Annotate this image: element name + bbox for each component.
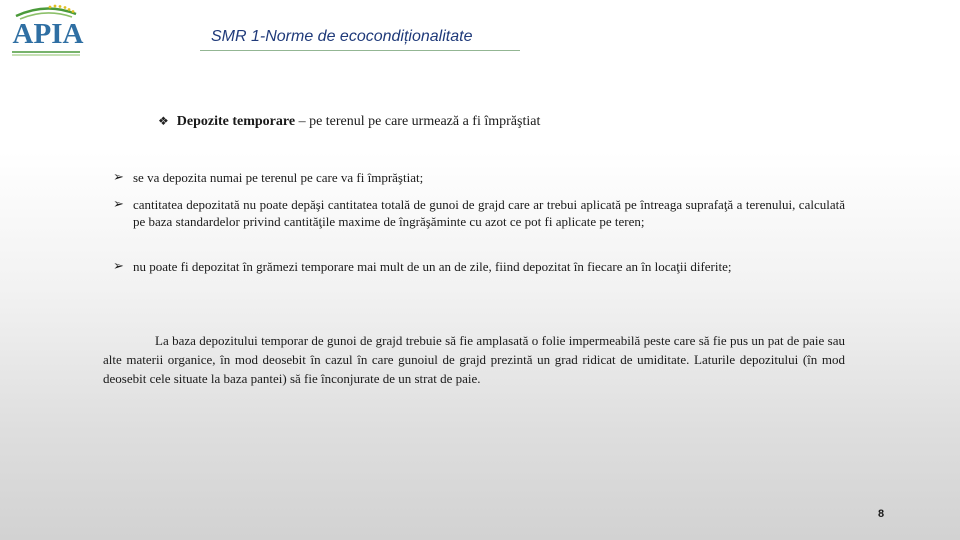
slide-title: SMR 1-Norme de ecocondiționalitate [211, 28, 473, 45]
body-paragraph: La baza depozitului temporar de gunoi de grajd trebuie să fie amplasată o folie impermeabilă peste care să fie pus un pat de paie sau alte materii organice, în mod deosebit în cazul în care gunoiul de grajd prezintă un grad ridicat de umiditate. Laturile depozitului (în mod deosebit cele situate la baza pantei) să fie înconjurate de un strat de paie. [103, 333, 845, 386]
page-number: 8 [878, 508, 885, 520]
arrow-bullet-icon: ➢ [113, 259, 124, 274]
heading-rest: – pe terenul pe care urmează a fi împrăştiat [295, 114, 541, 129]
heading-bold: Depozite temporare [176, 114, 296, 129]
list-item-text: cantitatea depozitată nu poate depăşi cantitatea totală de gunoi de grajd care ar trebui aplicată pe întreaga suprafaţă a terenului, calculată pe baza standardelor privind cantităţile maxime de îngrăşăminte cu azot ce pot fi aplicate pe teren; [133, 197, 845, 229]
list-item-text: se va depozita numai pe terenul pe care va fi împrăştiat; [133, 170, 424, 185]
diamond-bullet-icon: ❖ [158, 114, 169, 128]
section-heading [158, 114, 540, 130]
arrow-bullet-icon: ➢ [113, 170, 124, 185]
list-item [113, 258, 845, 275]
logo-text: APIA [12, 18, 84, 50]
list-item-text: nu poate fi depozitat în grămezi temporare mai mult de un an de zile, fiind depozitat în fiecare an în locaţii diferite; [133, 259, 732, 274]
list-item [113, 196, 845, 230]
title-divider [200, 50, 520, 51]
arrow-bullet-icon: ➢ [113, 197, 124, 212]
list-item [113, 169, 845, 186]
apia-logo [6, 2, 84, 60]
